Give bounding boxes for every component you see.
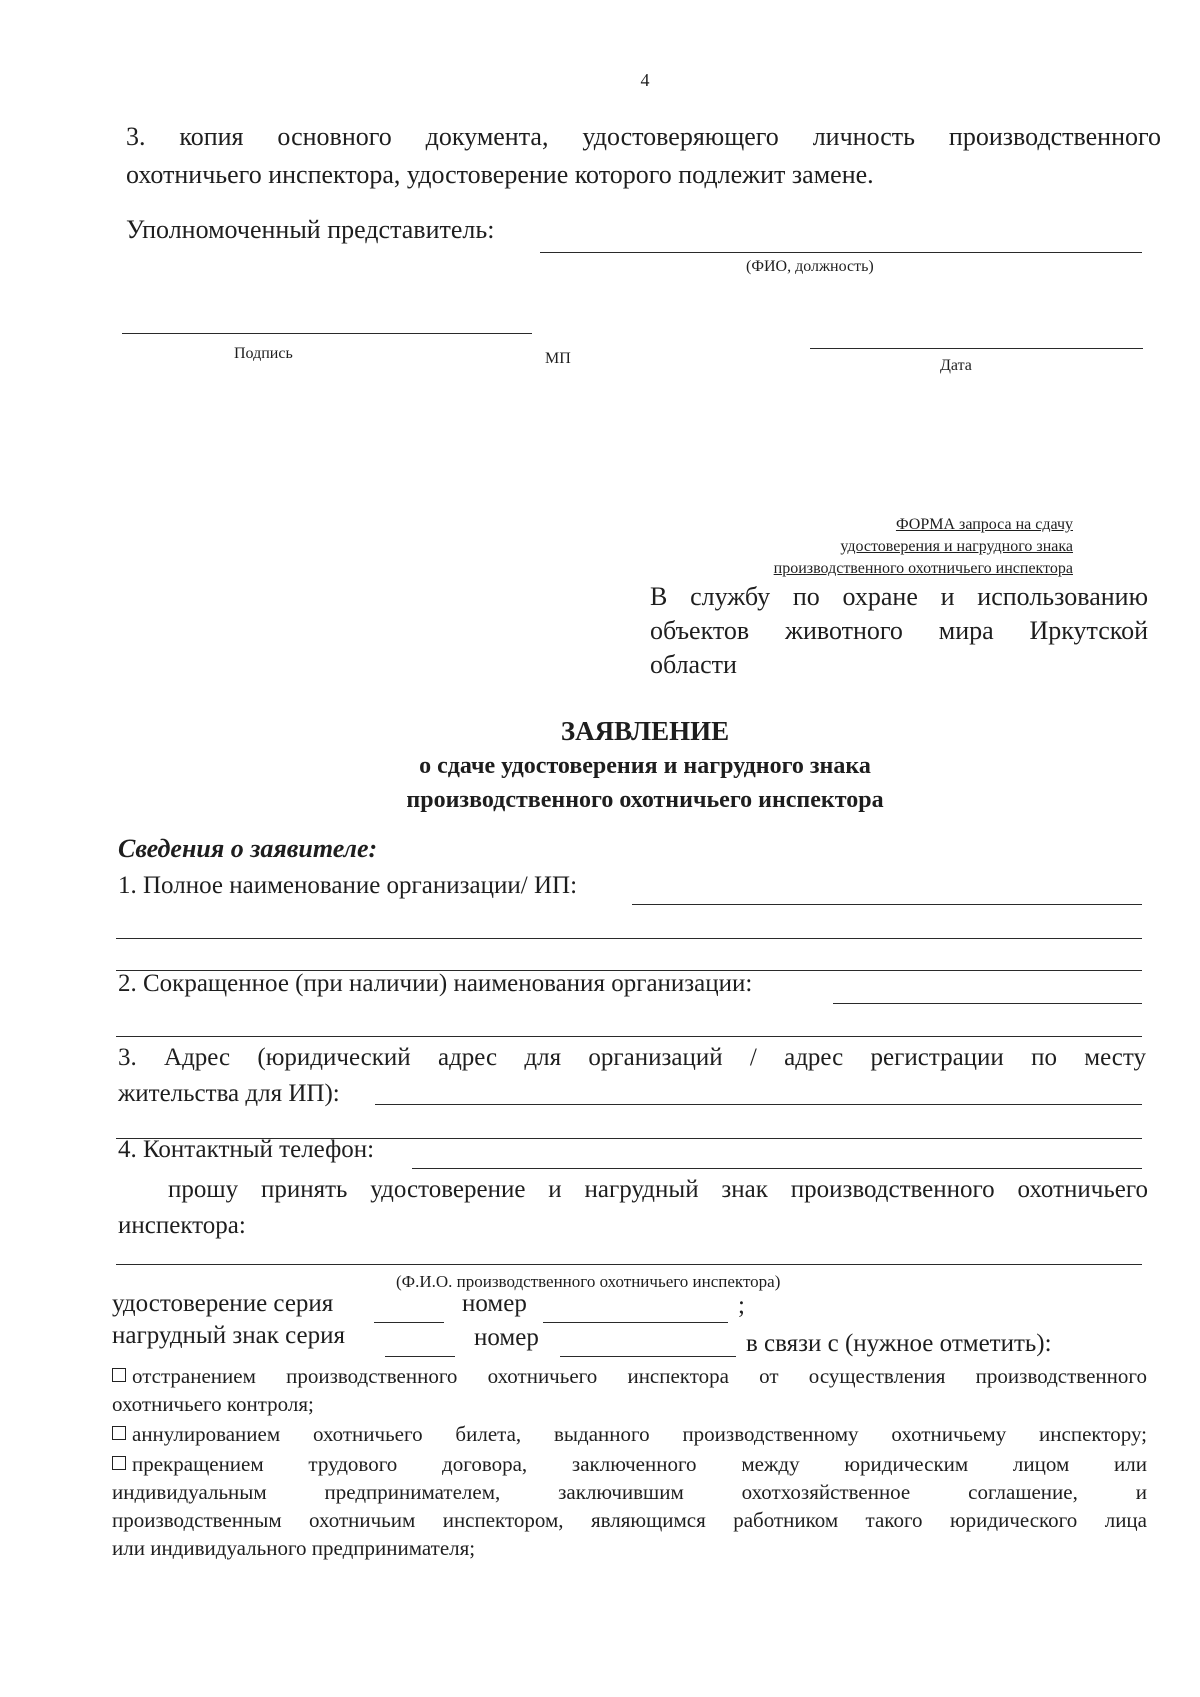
reason3-line4: или индивидуального предпринимателя;: [112, 1536, 476, 1560]
field1-label: 1. Полное наименование организации/ ИП:: [118, 872, 578, 899]
signature-caption: Подпись: [234, 345, 293, 362]
reason2-line: [112, 1420, 1147, 1448]
reason1-line1: [112, 1362, 1147, 1390]
reason1-checkbox[interactable]: [112, 1368, 126, 1382]
signature-line[interactable]: [122, 333, 532, 334]
badge-series-label: нагрудный знак серия: [112, 1322, 345, 1349]
inspector-fio-caption: (Ф.И.О. производственного охотничьего инспектора): [396, 1272, 781, 1291]
item3-line1: 3. копия основного документа, удостоверяющего личность производственного: [126, 122, 1161, 151]
field4-label: 4. Контактный телефон:: [118, 1136, 375, 1163]
reason3-checkbox[interactable]: [112, 1456, 126, 1470]
field3-line2: жительства для ИП):: [118, 1080, 340, 1107]
item3-paragraph: [126, 118, 1161, 194]
reason2-checkbox[interactable]: [112, 1426, 126, 1440]
document-subtitle-1: о сдаче удостоверения и нагрудного знака: [419, 753, 871, 779]
form-title-line2: удостоверения и нагрудного знака: [840, 538, 1073, 555]
item3-line2: охотничьего инспектора, удостоверение которого подлежит замене.: [126, 160, 874, 189]
field1-input-line[interactable]: [632, 904, 1142, 905]
field3-line1: 3. Адрес (юридический адрес для организаций / адрес регистрации по месту: [118, 1044, 1146, 1071]
cert-number-label: номер: [462, 1290, 527, 1317]
reason3-line3: производственным охотничьим инспектором, являющимся работником такого юридического лица: [112, 1508, 1147, 1532]
field2-input-line[interactable]: [833, 1003, 1142, 1004]
field4-input-line[interactable]: [412, 1168, 1142, 1169]
reason3-option: [112, 1450, 1147, 1562]
addressee-line3: области: [650, 650, 737, 679]
date-line[interactable]: [810, 348, 1143, 349]
reason2-text: аннулированием охотничьего билета, выданного производственному охотничьему инспектору;: [132, 1422, 1147, 1446]
reason2-option: [112, 1420, 1147, 1448]
field3-input-line[interactable]: [375, 1104, 1142, 1105]
document-subtitle-2: производственного охотничьего инспектора: [406, 787, 884, 813]
reason3-text: прекращением трудового договора, заключенного между юридическим лицом или: [132, 1452, 1147, 1476]
request-line2: инспектора:: [118, 1212, 246, 1239]
field3-block: [118, 1040, 1146, 1112]
authorized-label: Уполномоченный представитель:: [126, 215, 495, 244]
reason1-line2: охотничьего контроля;: [112, 1392, 314, 1416]
field2-label: 2. Сокращенное (при наличии) наименования организации:: [118, 970, 753, 997]
request-line1: прошу принять удостоверение и нагрудный знак производственного охотничьего: [168, 1176, 1148, 1203]
request-paragraph: [118, 1172, 1148, 1244]
reason1-option: [112, 1362, 1147, 1418]
cert-series-line[interactable]: [374, 1322, 444, 1323]
cert-end-punct: ;: [738, 1292, 745, 1319]
reason3-line2: индивидуальным предпринимателем, заключившим охотхозяйственное соглашение, и: [112, 1480, 1147, 1504]
document-title: ЗАЯВЛЕНИЕ: [560, 716, 730, 746]
cert-series-label: удостоверение серия: [112, 1290, 334, 1317]
reason3-line1: [112, 1450, 1147, 1478]
cert-number-line[interactable]: [543, 1322, 728, 1323]
form-title-line1: ФОРМА запроса на сдачу: [895, 516, 1073, 533]
badge-number-label: номер: [474, 1324, 539, 1351]
addressee-line2: объектов животного мира Иркутской: [650, 616, 1148, 645]
applicant-section-heading: Сведения о заявителе:: [118, 834, 378, 863]
addressee-line1: В службу по охране и использованию: [650, 582, 1148, 611]
date-caption: Дата: [940, 357, 972, 374]
form-title-line3: производственного охотничьего инспектора: [773, 560, 1073, 577]
fio-caption: (ФИО, должность): [746, 258, 874, 275]
authorized-line[interactable]: [540, 252, 1142, 253]
reason1-text: отстранением производственного охотничьего инспектора от осуществления производственного: [132, 1364, 1147, 1388]
badge-number-line[interactable]: [560, 1356, 736, 1357]
inspector-fio-line[interactable]: [116, 1264, 1142, 1265]
page-number: 4: [640, 70, 650, 90]
field1-extra-line-1[interactable]: [116, 938, 1142, 939]
addressee: [650, 580, 1148, 682]
field2-extra-line[interactable]: [116, 1036, 1142, 1037]
mp-label: МП: [545, 350, 571, 367]
form-title: [774, 514, 1073, 580]
badge-series-line[interactable]: [385, 1356, 455, 1357]
badge-reason-label: в связи с (нужное отметить):: [746, 1330, 1052, 1357]
